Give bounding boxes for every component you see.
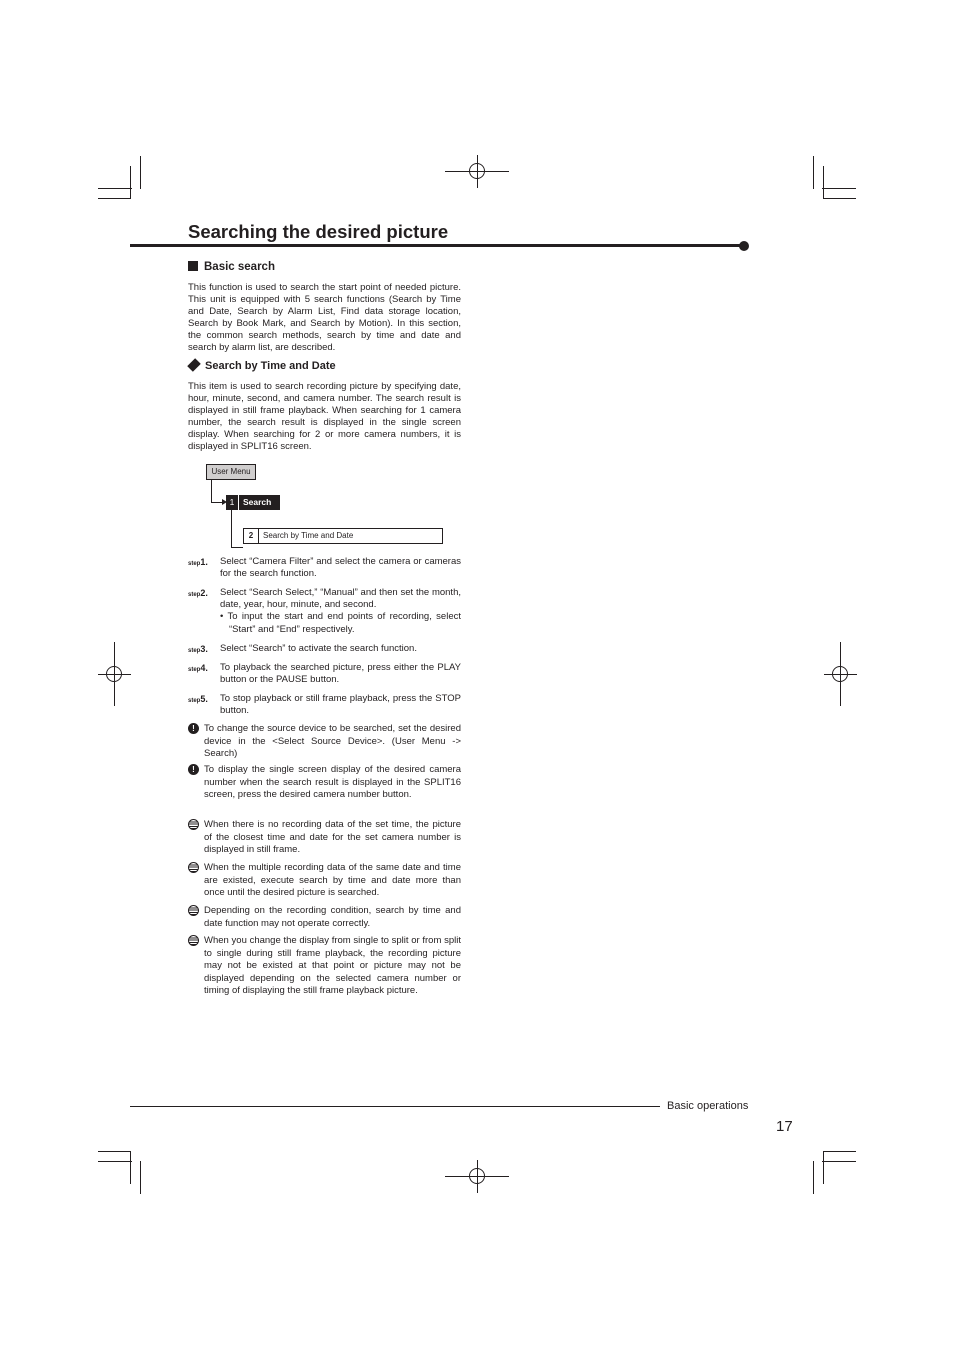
menu-item-number: 1 <box>226 495 239 510</box>
step-text: To playback the searched picture, press either the PLAY button or the PAUSE button. <box>220 662 461 686</box>
title-rule <box>130 244 744 247</box>
note-text: When you change the display from single to split or from split to single during still frame playback, the recording picture may not be existed at that point or picture may not be displayed depending on the selected camera number or timing of displaying the still frame playback picture. <box>204 935 461 996</box>
menu-item-number: 2 <box>244 529 259 543</box>
note-text: Depending on the recording condition, search by time and date function may not operate correctly. <box>204 905 461 929</box>
step-1 <box>188 556 461 580</box>
page-title: Searching the desired picture <box>188 221 449 242</box>
step-number: step1. <box>188 557 208 567</box>
note-memo-4 <box>188 935 461 998</box>
section-intro: This function is used to search the start point of needed picture. This unit is equipped with 5 search functions (Search by Time and Date, Search by Alarm List, Find data storage location, Search by Book Mark, and Search by Motion). In this section, the common search methods, search by time and date and search by alarm list, are described. <box>188 282 461 353</box>
step-4 <box>188 662 461 686</box>
footer-section-label: Basic operations <box>667 1100 749 1112</box>
note-caution-2 <box>188 764 461 802</box>
caution-icon: ! <box>188 764 199 775</box>
note-memo-3 <box>188 905 461 930</box>
note-text: When there is no recording data of the set time, the picture of the closest time and date for the set camera number is displayed in still frame. <box>204 819 461 855</box>
memo-icon <box>188 905 199 916</box>
section-heading-text: Basic search <box>204 261 275 273</box>
note-text: When the multiple recording data of the same date and time are existed, execute search by time and date more than once until the desired picture is searched. <box>204 862 461 898</box>
note-memo-2 <box>188 862 461 900</box>
footer-rule <box>130 1106 660 1107</box>
step-text: Select “Search Select,” “Manual” and then set the month, date, year, hour, minute, and second. <box>220 587 461 611</box>
title-rule-dot <box>739 241 749 251</box>
step-bullet: • To input the start and end points of recording, select “Start” and “End” respectively. <box>220 611 461 635</box>
page-number: 17 <box>776 1118 793 1135</box>
square-bullet-icon <box>188 261 198 271</box>
diamond-bullet-icon <box>187 358 201 372</box>
subsection-heading-text: Search by Time and Date <box>205 360 336 372</box>
menu-item-label: Search by Time and Date <box>263 531 354 540</box>
step-2 <box>188 587 461 636</box>
step-text: Select “Search” to activate the search function. <box>220 643 417 654</box>
note-caution-1 <box>188 723 461 761</box>
step-number: step2. <box>188 588 208 598</box>
menu-item-search-by-time-and-date <box>243 528 443 544</box>
note-text: To change the source device to be searched, set the desired device in the <Select Source Device>. (User Menu -> Search) <box>204 723 461 759</box>
menu-item-search <box>226 495 280 510</box>
step-number: step5. <box>188 694 208 704</box>
memo-icon <box>188 862 199 873</box>
step-3 <box>188 643 461 655</box>
note-memo-1 <box>188 819 461 857</box>
step-5 <box>188 693 461 717</box>
step-number: step3. <box>188 644 208 654</box>
subsection-heading <box>188 360 336 372</box>
section-heading <box>188 261 275 273</box>
memo-icon <box>188 819 199 830</box>
step-text: Select “Camera Filter” and select the camera or cameras for the search function. <box>220 556 461 580</box>
step-number: step4. <box>188 663 208 673</box>
menu-root-box: User Menu <box>206 464 256 480</box>
subsection-intro: This item is used to search recording picture by specifying date, hour, minute, second, and camera number. The search result is displayed in still frame playback. When searching for 1 camera number, the search result is displayed in the single screen display. When searching for 2 or more camera numbers, it is displayed in SPLIT16 screen. <box>188 381 461 452</box>
menu-item-label: Search <box>243 497 272 507</box>
memo-icon <box>188 935 199 946</box>
step-text: To stop playback or still frame playback, press the STOP button. <box>220 693 461 717</box>
caution-icon: ! <box>188 723 199 734</box>
note-text: To display the single screen display of the desired camera number when the search result is displayed in the SPLIT16 screen, press the desired camera number button. <box>204 764 461 800</box>
